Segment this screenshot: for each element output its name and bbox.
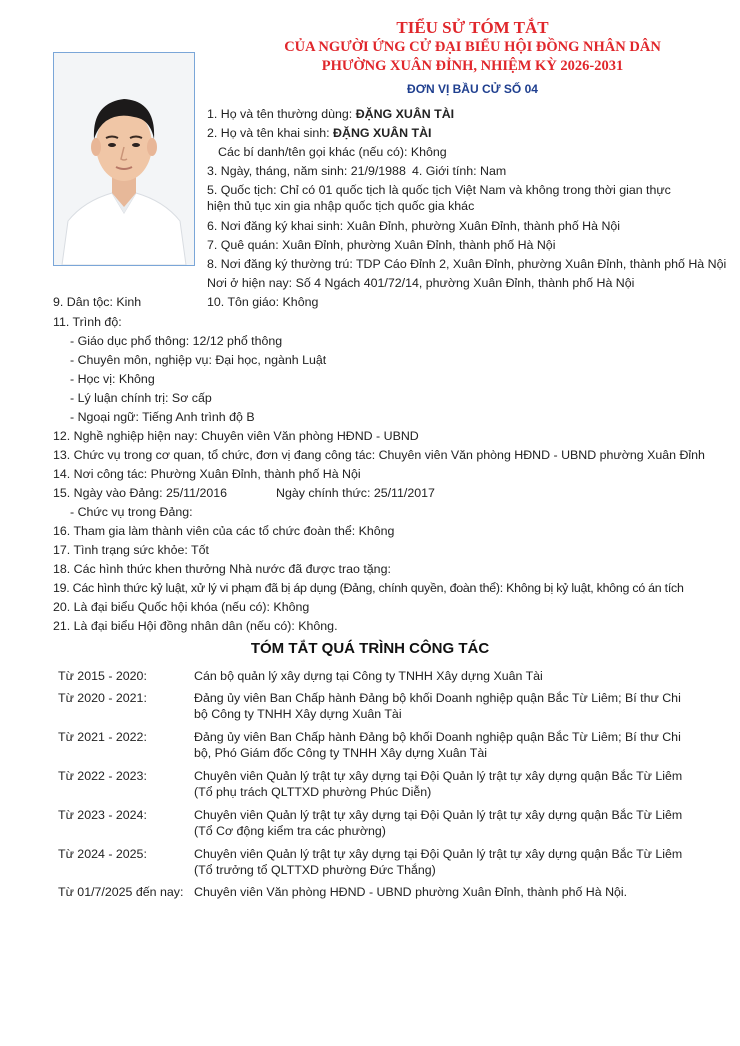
career-description: Chuyên viên Quản lý trật tự xây dựng tại Đội Quản lý trật tự xây dựng quận Bắc Từ Liêm (Tổ Cơ động kiểm tra các phường): [194, 808, 683, 838]
bio-peoples-council: 21. Là đại biểu Hội đồng nhân dân (nếu có): Không.: [53, 619, 338, 633]
bio-occupation: 12. Nghề nghiệp hiện nay: Chuyên viên Văn phòng HĐND - UBND: [53, 429, 419, 443]
career-description: Cán bộ quản lý xây dựng tại Công ty TNHH Xây dựng Xuân Tài: [194, 669, 543, 683]
birth-name-value: ĐẶNG XUÂN TÀI: [333, 126, 432, 140]
bio-religion: 10. Tôn giáo: Không: [207, 295, 319, 309]
bio-foreign-language: - Ngoại ngữ: Tiếng Anh trình độ B: [70, 410, 255, 424]
bio-birth-date: 3. Ngày, tháng, năm sinh: 21/9/1988: [207, 164, 406, 178]
bio-profession-degree: - Chuyên môn, nghiệp vụ: Đại học, ngành Luật: [70, 353, 327, 367]
career-period: Từ 2023 - 2024:: [58, 808, 147, 822]
document-header: [205, 18, 740, 76]
career-description: Đảng ủy viên Ban Chấp hành Đảng bộ khối Doanh nghiệp quận Bắc Từ Liêm; Bí thư Chi bộ, Phó Giám đốc Công ty TNHH Xây dựng Xuân Tài: [194, 730, 681, 760]
bio-ethnicity: 9. Dân tộc: Kinh: [53, 295, 142, 309]
career-description: Chuyên viên Quản lý trật tự xây dựng tại Đội Quản lý trật tự xây dựng quận Bắc Từ Liêm (Tổ trưởng tổ QLTTXD phường Đức Thắng): [194, 847, 683, 877]
career-description: Chuyên viên Quản lý trật tự xây dựng tại Đội Quản lý trật tự xây dựng quận Bắc Từ Liêm (Tổ phụ trách QLTTXD phường Phúc Diễn): [194, 769, 683, 799]
bio-organizations: 16. Tham gia làm thành viên của các tổ chức đoàn thể: Không: [53, 524, 395, 538]
bio-academic-degree: - Học vị: Không: [70, 372, 155, 386]
portrait-illustration: [54, 53, 194, 265]
common-name-value: ĐẶNG XUÂN TÀI: [355, 107, 455, 121]
bio-permanent-residence: 8. Nơi đăng ký thường trú: TDP Cáo Đỉnh 2, Xuân Đỉnh, phường Xuân Đỉnh, thành phố Hà Nội: [207, 257, 727, 271]
bio-birth-name: [207, 125, 431, 141]
bio-birth-registration: 6. Nơi đăng ký khai sinh: Xuân Đỉnh, phường Xuân Đỉnh, thành phố Hà Nội: [207, 219, 621, 233]
career-period: Từ 2015 - 2020:: [58, 669, 147, 683]
label: 2. Họ và tên khai sinh:: [207, 126, 334, 140]
bio-party-official-date: Ngày chính thức: 25/11/2017: [276, 486, 435, 500]
bio-party-position: - Chức vụ trong Đảng:: [70, 505, 193, 519]
bio-nationality: 5. Quốc tịch: Chỉ có 01 quốc tịch là quốc tịch Việt Nam và không trong thời gian thực hiện thủ tục xin gia nhập quốc tịch quốc gia khác: [207, 183, 671, 213]
career-period: Từ 2021 - 2022:: [58, 730, 147, 744]
career-period: Từ 01/7/2025 đến nay:: [58, 885, 184, 899]
bio-aliases: Các bí danh/tên gọi khác (nếu có): Không: [218, 145, 447, 159]
bio-hometown: 7. Quê quán: Xuân Đỉnh, phường Xuân Đỉnh, thành phố Hà Nội: [207, 238, 556, 252]
career-description: Chuyên viên Văn phòng HĐND - UBND phường Xuân Đỉnh, thành phố Hà Nội.: [194, 885, 628, 899]
document-title: TIỂU SỬ TÓM TẮT: [396, 18, 549, 37]
bio-common-name: [207, 106, 454, 122]
career-period: Từ 2022 - 2023:: [58, 769, 147, 783]
bio-current-residence: Nơi ở hiện nay: Số 4 Ngách 401/72/14, phường Xuân Đỉnh, thành phố Hà Nội: [207, 276, 635, 290]
bio-national-assembly: 20. Là đại biểu Quốc hội khóa (nếu có): Không: [53, 600, 310, 614]
document-subtitle: CỦA NGƯỜI ỨNG CỬ ĐẠI BIỂU HỘI ĐỒNG NHÂN DÂN: [284, 39, 661, 55]
bio-political-theory: - Lý luận chính trị: Sơ cấp: [70, 391, 212, 405]
bio-party-join-date: 15. Ngày vào Đảng: 25/11/2016: [53, 486, 228, 500]
bio-discipline: 19. Các hình thức kỷ luật, xử lý vi phạm đã bị áp dụng (Đảng, chính quyền, đoàn thể): Không bị kỷ luật, không có án tích: [53, 581, 684, 595]
label: 1. Họ và tên thường dùng:: [207, 107, 356, 121]
career-period: Từ 2024 - 2025:: [58, 847, 147, 861]
bio-gender: 4. Giới tính: Nam: [412, 164, 507, 178]
career-description: Đảng ủy viên Ban Chấp hành Đảng bộ khối Doanh nghiệp quận Bắc Từ Liêm; Bí thư Chi bộ Công ty TNHH Xây dựng Xuân Tài: [194, 691, 681, 721]
document-subtitle-term: PHƯỜNG XUÂN ĐỈNH, NHIỆM KỲ 2026-2031: [321, 58, 624, 74]
bio-awards: 18. Các hình thức khen thưởng Nhà nước đã được trao tặng:: [53, 562, 391, 576]
bio-position: 13. Chức vụ trong cơ quan, tổ chức, đơn vị đang công tác: Chuyên viên Văn phòng HĐND - UBND phường Xuân Đỉnh: [53, 448, 705, 462]
bio-education-heading: 11. Trình độ:: [53, 315, 122, 329]
bio-workplace: 14. Nơi công tác: Phường Xuân Đỉnh, thành phố Hà Nội: [53, 467, 361, 481]
career-section-title: TÓM TẮT QUÁ TRÌNH CÔNG TÁC: [250, 640, 490, 657]
candidate-portrait-photo: [53, 52, 195, 266]
bio-health: 17. Tình trạng sức khỏe: Tốt: [53, 543, 209, 557]
career-period: Từ 2020 - 2021:: [58, 691, 147, 705]
electoral-unit: ĐƠN VỊ BẦU CỬ SỐ 04: [407, 82, 538, 96]
bio-general-education: - Giáo dục phổ thông: 12/12 phổ thông: [70, 334, 283, 348]
